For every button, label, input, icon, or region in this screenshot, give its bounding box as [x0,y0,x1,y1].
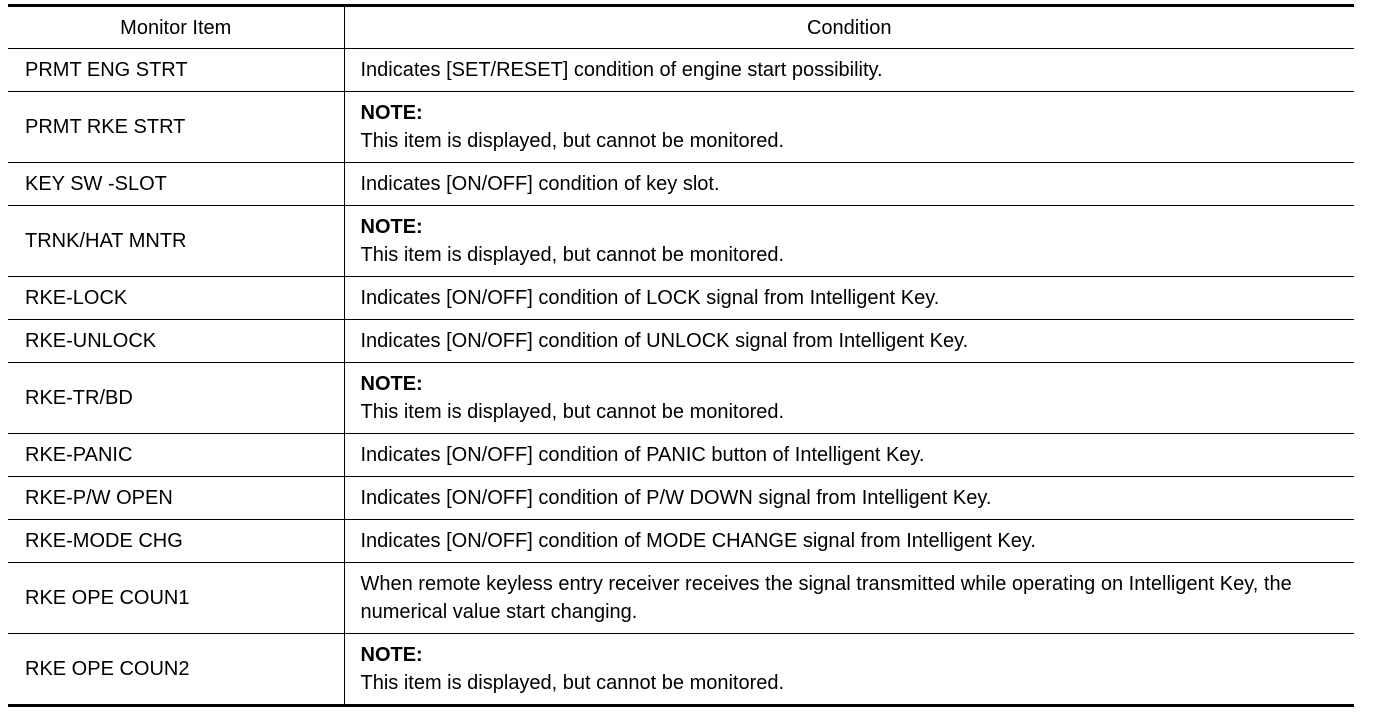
note-text: This item is displayed, but cannot be monitored. [360,244,785,266]
condition-cell: When remote keyless entry receiver receives the signal transmitted while operating on Intelligent Key, the numerical value start changing. [344,563,1354,634]
monitor-item-cell: PRMT RKE STRT [8,92,344,163]
condition-cell [344,363,1354,434]
monitor-item-cell: RKE-LOCK [8,277,344,320]
table-row [8,320,1354,363]
condition-cell: Indicates [ON/OFF] condition of PANIC button of Intelligent Key. [344,434,1354,477]
table-row [8,163,1354,206]
table-row [8,49,1354,92]
monitor-item-cell: PRMT ENG STRT [8,49,344,92]
monitor-item-cell: RKE OPE COUN2 [8,634,344,706]
condition-cell: Indicates [ON/OFF] condition of LOCK signal from Intelligent Key. [344,277,1354,320]
monitor-item-cell: RKE-MODE CHG [8,520,344,563]
note-text: This item is displayed, but cannot be monitored. [360,672,785,694]
table-row [8,634,1354,706]
condition-cell [344,634,1354,706]
condition-cell: Indicates [SET/RESET] condition of engine start possibility. [344,49,1354,92]
condition-cell: Indicates [ON/OFF] condition of MODE CHANGE signal from Intelligent Key. [344,520,1354,563]
condition-cell [344,92,1354,163]
table-row [8,277,1354,320]
table-row [8,520,1354,563]
note-label: NOTE: [360,644,423,666]
note-text: This item is displayed, but cannot be monitored. [360,401,785,423]
table-header-row [8,6,1354,49]
condition-cell [344,206,1354,277]
table-row [8,434,1354,477]
monitor-item-table [8,4,1354,707]
header-monitor-item: Monitor Item [8,6,344,49]
condition-cell: Indicates [ON/OFF] condition of P/W DOWN signal from Intelligent Key. [344,477,1354,520]
condition-cell: Indicates [ON/OFF] condition of key slot. [344,163,1354,206]
header-condition: Condition [344,6,1354,49]
condition-cell: Indicates [ON/OFF] condition of UNLOCK signal from Intelligent Key. [344,320,1354,363]
note-label: NOTE: [360,216,423,238]
table-row [8,477,1354,520]
table-row [8,206,1354,277]
monitor-item-cell: RKE-UNLOCK [8,320,344,363]
monitor-item-cell: RKE OPE COUN1 [8,563,344,634]
table-row [8,563,1354,634]
note-label: NOTE: [360,373,423,395]
monitor-item-cell: TRNK/HAT MNTR [8,206,344,277]
monitor-item-cell: RKE-PANIC [8,434,344,477]
table-row [8,92,1354,163]
monitor-item-cell: KEY SW -SLOT [8,163,344,206]
monitor-item-cell: RKE-P/W OPEN [8,477,344,520]
note-label: NOTE: [360,102,423,124]
monitor-item-cell: RKE-TR/BD [8,363,344,434]
note-text: This item is displayed, but cannot be monitored. [360,130,785,152]
table-row [8,363,1354,434]
